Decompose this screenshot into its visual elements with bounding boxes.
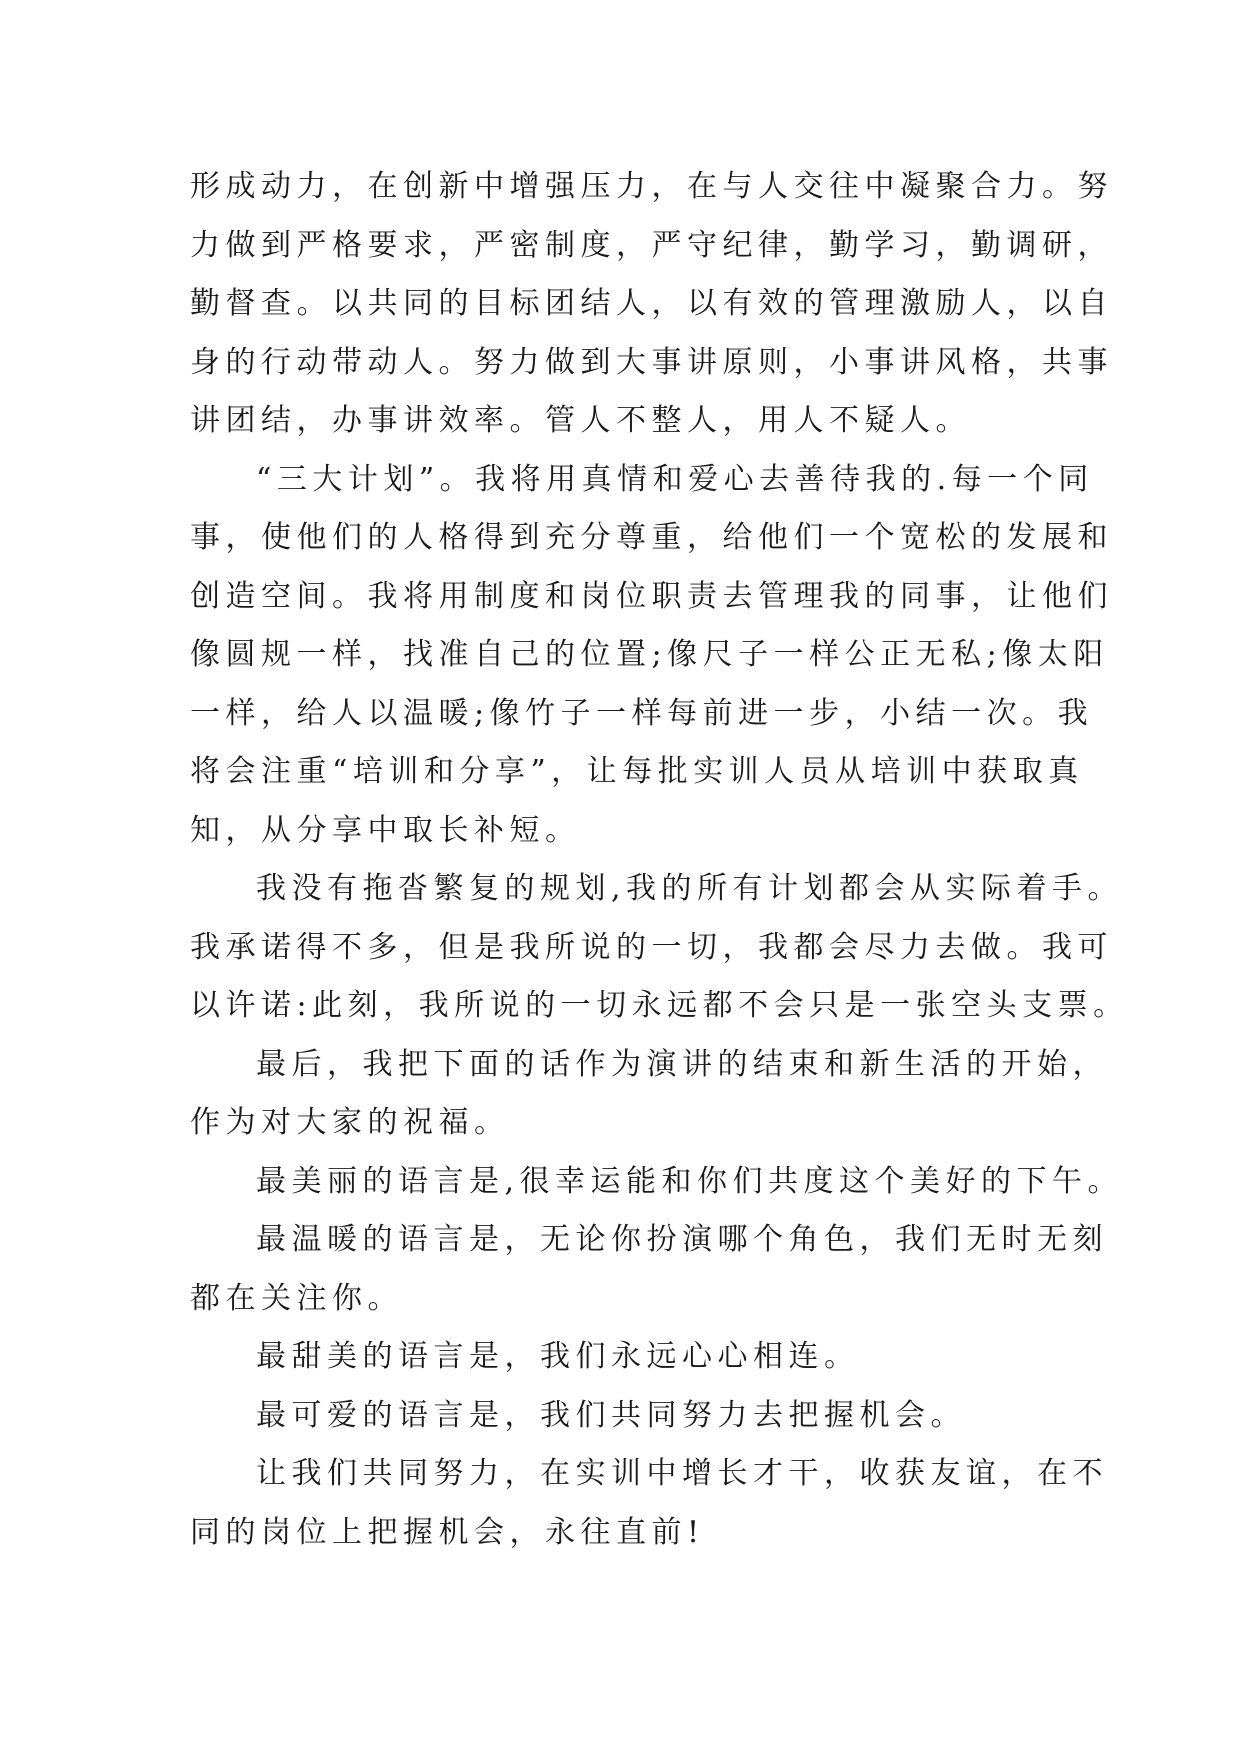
- text-line: 形成动力，在创新中增强压力，在与人交往中凝聚合力。努: [190, 169, 1113, 204]
- text-line: 知，从分享中取长补短。: [190, 812, 581, 848]
- text-line: 一样，给人以温暖;像竹子一样每前进一步，小结一次。我: [190, 695, 1094, 731]
- text-line: 最后，我把下面的话作为演讲的结束和新生活的开始，: [256, 1046, 1108, 1082]
- text-line: 让我们共同努力，在实训中增长才干，收获友谊，在不: [256, 1456, 1108, 1491]
- text-line: 事，使他们的人格得到充分尊重，给他们一个宽松的发展和: [190, 520, 1113, 555]
- text-line: 我没有拖沓繁复的规划,我的所有计划都会从实际着手。: [256, 871, 1124, 906]
- text-line: 身的行动带动人。努力做到大事讲原则，小事讲风格，共事: [190, 344, 1113, 380]
- text-line: 最美丽的语言是,很幸运能和你们共度这个美好的下午。: [256, 1163, 1124, 1199]
- text-line: 创造空间。我将用制度和岗位职责去管理我的同事，让他们: [190, 578, 1113, 614]
- text-line: 以许诺:此刻，我所说的一切永远都不会只是一张空头支票。: [190, 988, 1129, 1023]
- text-line: 讲团结，办事讲效率。管人不整人，用人不疑人。: [190, 403, 971, 438]
- text-line: 力做到严格要求，严密制度，严守纪律，勤学习，勤调研，: [190, 227, 1113, 263]
- text-line: 勤督查。以共同的目标团结人，以有效的管理激励人，以自: [190, 286, 1113, 321]
- document-body: [190, 158, 1129, 1562]
- text-line: 最甜美的语言是，我们永远心心相连。: [256, 1339, 860, 1374]
- text-line: 最可爱的语言是，我们共同努力去把握机会。: [256, 1397, 966, 1433]
- text-line: 都在关注你。: [190, 1280, 403, 1316]
- text-line: 作为对大家的祝福。: [190, 1105, 510, 1140]
- text-line: 将会注重“培训和分享”，让每批实训人员从培训中获取真: [190, 754, 1084, 789]
- text-line: 像圆规一样，找准自己的位置;像尺子一样公正无私;像太阳: [190, 637, 1109, 672]
- text-line: 同的岗位上把握机会，永往直前!: [190, 1514, 705, 1550]
- text-line: “三大计划”。我将用真情和爱心去善待我的.每一个同: [256, 461, 1094, 497]
- text-line: 最温暖的语言是，无论你扮演哪个角色，我们无时无刻: [256, 1222, 1108, 1257]
- text-line: 我承诺得不多，但是我所说的一切，我都会尽力去做。我可: [190, 929, 1113, 965]
